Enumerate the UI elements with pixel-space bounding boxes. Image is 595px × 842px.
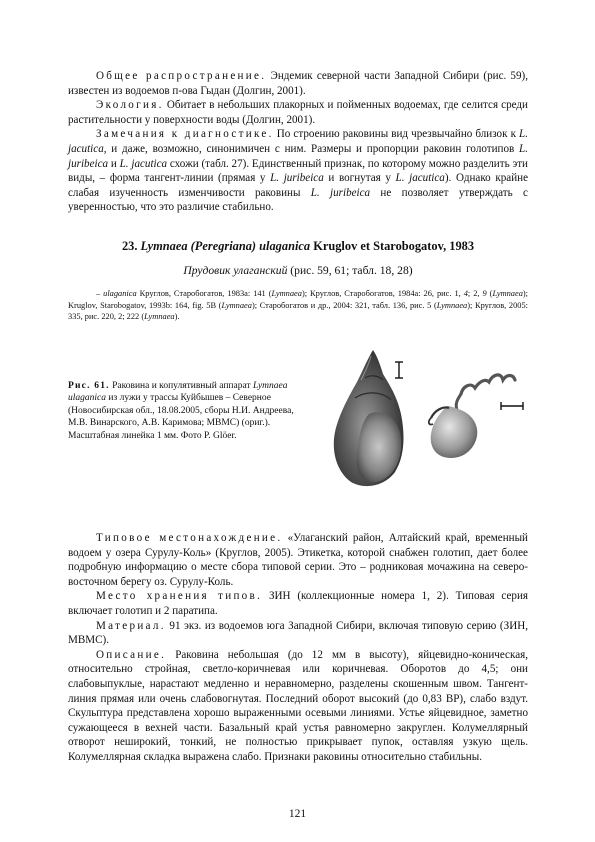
scale-bar-shell xyxy=(395,362,403,378)
synonymy-list: – ulaganica Круглов, Старобогатов, 1983а: 141 (Lymnaea); Круглов, Старобогатов, 1984а: 26, рис. 1, 4; 2, 9 (Lymnaea); Kruglov, Starobogatov, 1993b: 164, fig. 5B (Lymnaea); Старобогатов и др., 2004: 321, табл. 136, рис. 5 (Lymnaea); Круглов, 2005: 335, рис. 220, 2; 222 (Lymnaea). xyxy=(68,289,529,322)
page-number: 121 xyxy=(288,808,307,820)
figure-61-photo xyxy=(325,344,535,494)
type-depository-label: Место хранения типов. xyxy=(96,590,263,603)
figure-caption: Рис. 61. Раковина и копулятивный аппарат Lymnaea ulaganica из лужи у трассы Куйбышев – Северное (Новосибирская обл., 18.08.2005, сборы Н.И. Андреева, М.В. Винарского, А.В. Каримова; МВМС) (ориг.). Масштабная линейка 1 мм. Фото P. Glöer. xyxy=(68,381,294,441)
copulatory-apparatus-image xyxy=(429,375,515,458)
type-depository-paragraph: Место хранения типов. ЗИН (коллекционные номера 1, 2). Типовая серия включает голотип и 2 паратипа. xyxy=(68,590,529,617)
species-authors: Kruglov et Starobogatov, 1983 xyxy=(310,239,475,253)
type-locality-paragraph: Типовое местонахождение. «Улаганский район, Алтайский край, временный водоем у озера Сурулу-Коль» (Круглов, 2005). Этикетка, которой снабжен голотип, дает более подробную информацию о месте сбора типовой серии. Это – родниковая мочажина на северо-восточном берегу оз. Сурулу-Коль. xyxy=(68,532,528,588)
ecology-label: Экология. xyxy=(96,99,164,112)
description-paragraph: Описание. Раковина небольшая (до 12 мм в высоту), яйцевидно-коническая, относительно стройная, светло-коричневая или коричневая. Оборотов до 4,5; они слабовыпуклые, нарастают медленно и неравномерно, разделены скошенным швом. Тангент-линия прямая или очень слабовогнутая. Последний оборот высокий (до 0,83 ВР), слабо вздут. Скульптура представлена хорошо выраженными осевыми линиями. Устье яйцевидное, заметно сужающееся в вехней части. Базальный край устья равномерно закруглен. Колумеллярный отворот неширокий, тонкий, не полностью прикрывает пупок, оставляя узкую щель. Колумеллярная складка выражена слабо. Признаки раковины относительно стабильны. xyxy=(68,648,528,763)
upper-text-block xyxy=(68,69,528,215)
distribution-label: Общее распространение. xyxy=(96,70,267,82)
type-locality-label: Типовое местонахождение. xyxy=(96,532,283,544)
distribution-paragraph: Общее распространение. Эндемик северной части Западной Сибири (рис. 59), известен из водоемов п-ова Гыдан (Долгин, 2001). xyxy=(68,70,528,97)
species-common-name: Прудовик улаганский (рис. 59, 61; табл. 18, 28) xyxy=(183,264,413,277)
shell-image xyxy=(334,350,404,486)
material-paragraph: Материал. 91 экз. из водоемов юга Западной Сибири, включая типовую серию (ЗИН, МВМС). xyxy=(68,619,528,647)
figure-label: Рис. 61. xyxy=(68,381,110,391)
description-label: Описание. xyxy=(96,648,167,661)
species-name: Lymnaea (Peregriana) ulaganica xyxy=(140,239,311,253)
diagnosis-remarks-label: Замечания к диагностике. xyxy=(96,128,274,141)
diagnosis-remarks-paragraph: Замечания к диагностике. По строению раковины вид чрезвычайно близок к L. jacutica, и даже, возможно, синонимичен с ним. Размеры и пропорции раковин голотипов L. juribeica и L. jacutica схожи (табл. 27). Единственный признак, по которому можно разделить эти виды, – форма тангент-линии (прямая у L. juribeica и вогнутая у L. jacutica). Однако крайне слабая изученность изменчивости раковины L. juribeica не позволяет утверждать с уверенностью, что это различие стабильно. xyxy=(68,128,528,214)
species-heading: 23. Lymnaea (Peregriana) ulaganica Kruglov et Starobogatov, 1983 xyxy=(121,239,475,253)
lower-text-block xyxy=(68,531,528,765)
scale-bar-apparatus xyxy=(501,402,523,410)
material-label: Материал. xyxy=(96,619,166,632)
shell-and-copulatory-apparatus-photo xyxy=(325,344,535,494)
ecology-paragraph: Экология. Обитает в небольших плакорных и пойменных водоемах, где селится среди растительности у поверхности воды (Долгин, 2001). xyxy=(68,99,528,126)
